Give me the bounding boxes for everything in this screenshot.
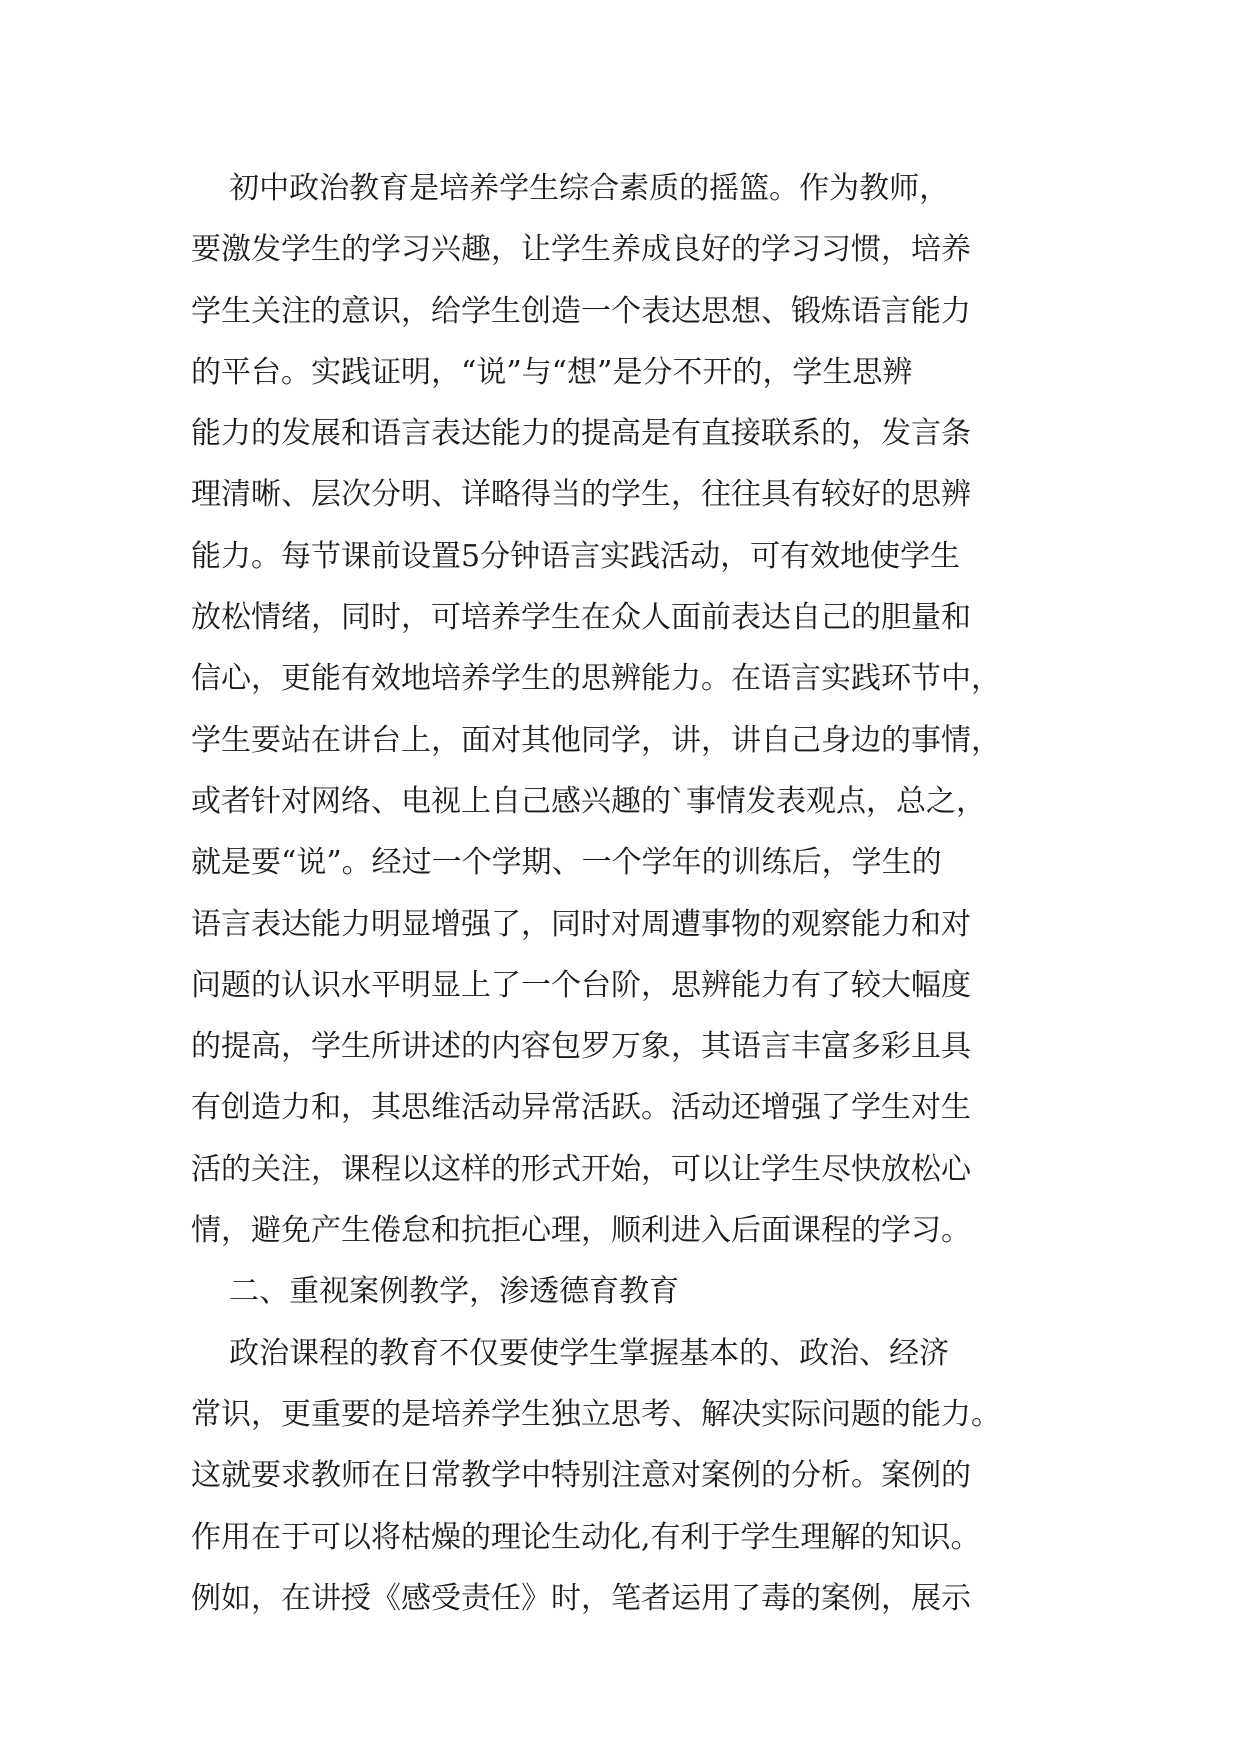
text-line: 作用在于可以将枯燥的理论生动化,有利于学生理解的知识。 [191, 1519, 981, 1555]
body-text [191, 158, 1061, 1629]
text-line: 常识，更重要的是培养学生独立思考、解决实际问题的能力。 [191, 1396, 1001, 1432]
text-line: 情，避免产生倦怠和抗拒心理，顺利进入后面课程的学习。 [191, 1213, 971, 1249]
text-line: 活的关注，课程以这样的形式开始，可以让学生尽快放松心 [191, 1151, 971, 1187]
text-line: 问题的认识水平明显上了一个台阶，思辨能力有了较大幅度 [191, 967, 971, 1003]
text-line: 就是要“说”。经过一个学期、一个学年的训练后，学生的 [191, 845, 942, 881]
text-line: 初中政治教育是培养学生综合素质的摇篮。作为教师， [191, 171, 950, 206]
text-line: 能力。每节课前设置5分钟语言实践活动，可有效地使学生 [191, 538, 961, 574]
text-line: 学生关注的意识，给学生创造一个表达思想、锻炼语言能力 [191, 293, 971, 329]
text-line: 信心，更能有效地培养学生的思辨能力。在语言实践环节中， [191, 661, 1001, 697]
text-line: 要激发学生的学习兴趣，让学生养成良好的学习习惯，培养 [191, 232, 971, 268]
section-heading: 二、重视案例教学，渗透德育教育 [191, 1274, 680, 1310]
text-line: 的平台。实践证明，“说”与“想”是分不开的，学生思辨 [191, 354, 913, 390]
text-line: 的提高，学生所讲述的内容包罗万象，其语言丰富多彩且具 [191, 1029, 971, 1065]
text-line: 语言表达能力明显增强了，同时对周遭事物的观察能力和对 [191, 906, 971, 942]
text-line: 能力的发展和语言表达能力的提高是有直接联系的，发言条 [191, 416, 971, 452]
text-line: 政治课程的教育不仅要使学生掌握基本的、政治、经济 [191, 1335, 950, 1371]
text-line: 或者针对网络、电视上自己感兴趣的`事情发表观点，总之， [191, 783, 986, 819]
text-line: 这就要求教师在日常教学中特别注意对案例的分析。案例的 [191, 1458, 971, 1494]
text-line: 例如，在讲授《感受责任》时，笔者运用了毒的案例，展示 [191, 1580, 971, 1616]
text-line: 有创造力和，其思维活动异常活跃。活动还增强了学生对生 [191, 1090, 971, 1126]
text-line: 学生要站在讲台上，面对其他同学，讲，讲自己身边的事情， [191, 722, 1001, 758]
text-line: 理清晰、层次分明、详略得当的学生，往往具有较好的思辨 [191, 477, 971, 513]
text-line: 放松情绪，同时，可培养学生在众人面前表达自己的胆量和 [191, 600, 971, 636]
